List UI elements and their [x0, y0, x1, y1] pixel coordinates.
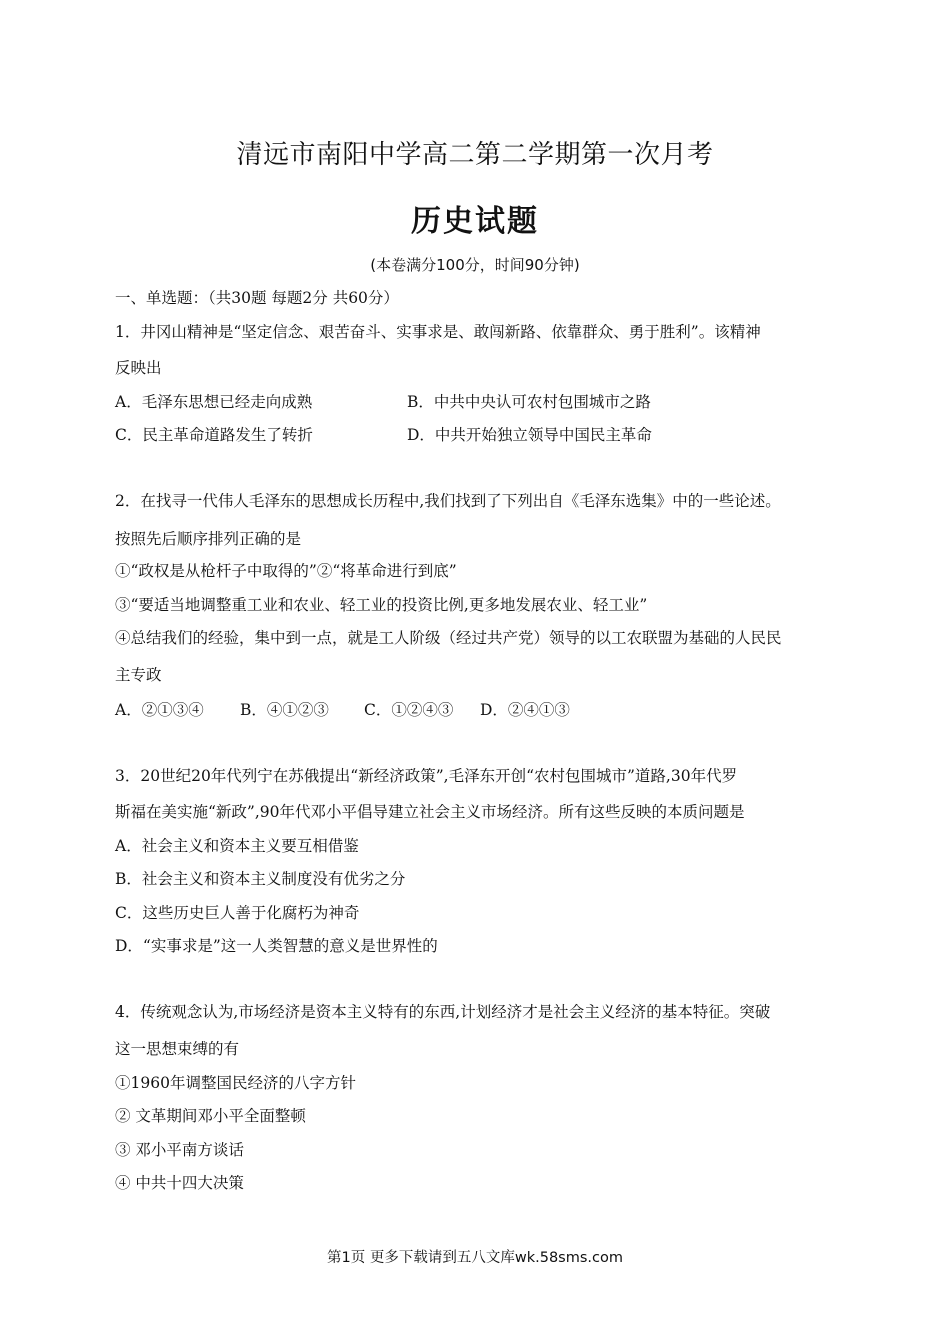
question-3-stem-line2: 斯福在美实施“新政”,90年代邓小平倡导建立社会主义市场经济。所有这些反映的本质问题是: [115, 803, 745, 821]
question-3-stem-line1: 3．20世纪20年代列宁在苏俄提出“新经济政策”,毛泽东开创“农村包围城市”道路,30年代罗: [115, 767, 738, 785]
question-3-option-a: A．社会主义和资本主义要互相借鉴: [115, 837, 359, 855]
section-heading: 一、单选题：（共30题 每题2分 共60分）: [115, 289, 399, 307]
question-2-stem-line1: 2．在找寻一代伟人毛泽东的思想成长历程中,我们找到了下列出自《毛泽东选集》中的一些论述。: [115, 492, 781, 510]
question-4-statement-3: ③ 邓小平南方谈话: [115, 1141, 244, 1159]
page-footer: 第1页 更多下载请到五八文库wk.58sms.com: [327, 1250, 623, 1266]
question-2-option-b: B．④①②③: [240, 701, 329, 719]
question-1-stem-line1: 1．井冈山精神是“坚定信念、艰苦奋斗、实事求是、敢闯新路、依靠群众、勇于胜利”。该精神: [115, 323, 761, 341]
question-2-option-d: D．②④①③: [480, 701, 570, 719]
question-3-option-c: C．这些历史巨人善于化腐朽为神奇: [115, 904, 360, 922]
question-1-option-b: B．中共中央认可农村包围城市之路: [407, 393, 651, 411]
question-4-stem-line2: 这一思想束缚的有: [115, 1040, 240, 1058]
question-4-stem-line1: 4．传统观念认为,市场经济是资本主义特有的东西,计划经济才是社会主义经济的基本特征。突破: [115, 1003, 771, 1021]
question-2-statement-4: 主专政: [115, 666, 162, 684]
question-4-statement-1: ①1960年调整国民经济的八字方针: [115, 1074, 356, 1092]
question-3-option-b: B．社会主义和资本主义制度没有优劣之分: [115, 870, 406, 888]
question-2-stem-line2: 按照先后顺序排列正确的是: [115, 530, 302, 548]
exam-title: 清远市南阳中学高二第二学期第一次月考: [236, 140, 714, 170]
question-1-option-d: D．中共开始独立领导中国民主革命: [407, 426, 652, 444]
question-2-statement-2: ③“要适当地调整重工业和农业、轻工业的投资比例,更多地发展农业、轻工业”: [115, 596, 648, 614]
question-2-statement-1: ①“政权是从枪杆子中取得的”②“将革命进行到底”: [115, 562, 457, 580]
question-1-stem-line2: 反映出: [115, 359, 162, 377]
question-1-option-a: A．毛泽东思想已经走向成熟: [115, 393, 313, 411]
question-4-statement-2: ② 文革期间邓小平全面整顿: [115, 1107, 306, 1125]
question-3-option-d: D．“实事求是”这一人类智慧的意义是世界性的: [115, 937, 438, 955]
question-2-statement-3: ④总结我们的经验，集中到一点，就是工人阶级（经过共产党）领导的以工农联盟为基础的人民民: [115, 629, 782, 647]
subject-title: 历史试题: [411, 204, 539, 239]
question-4-statement-4: ④ 中共十四大决策: [115, 1174, 244, 1192]
question-2-option-c: C．①②④③: [364, 701, 454, 719]
question-2-option-a: A．②①③④: [115, 701, 204, 719]
exam-note: (本卷满分100分，时间90分钟): [370, 256, 580, 274]
question-1-option-c: C．民主革命道路发生了转折: [115, 426, 313, 444]
